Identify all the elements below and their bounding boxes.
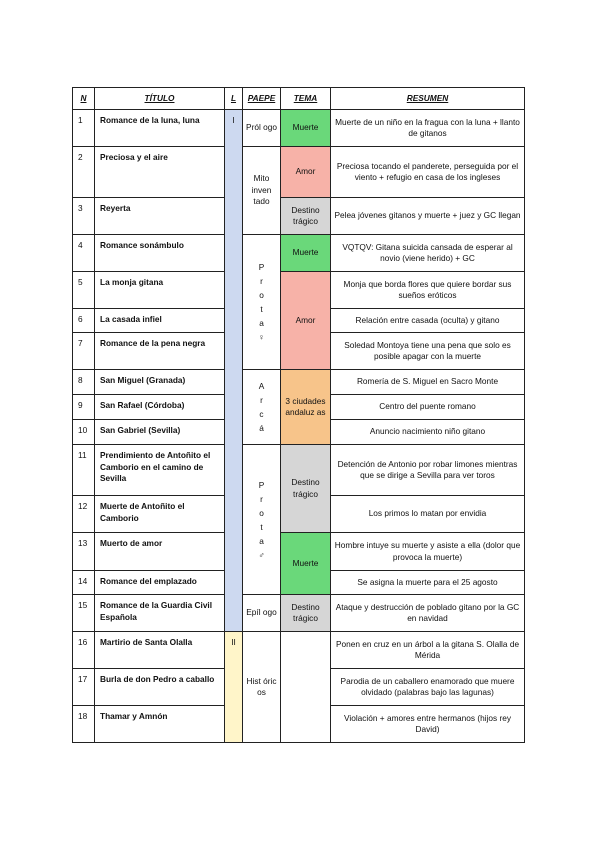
row-number: 2	[73, 147, 95, 198]
row-summary: Se asigna la muerte para el 25 agosto	[331, 571, 525, 595]
row-summary: Anuncio nacimiento niño gitano	[331, 420, 525, 445]
tema-cell: Muerte	[281, 533, 331, 595]
row-number: 13	[73, 533, 95, 571]
row-number: 12	[73, 496, 95, 533]
header-n: N	[73, 88, 95, 110]
row-title: La casada infiel	[95, 309, 225, 333]
paepe-historicos: Hist óric os	[243, 632, 281, 743]
row-summary: VQTQV: Gitana suicida cansada de esperar al novio (viene herido) + GC	[331, 235, 525, 272]
poems-table	[72, 87, 525, 743]
table-row	[73, 370, 525, 395]
row-number: 18	[73, 706, 95, 743]
row-title: Thamar y Amnón	[95, 706, 225, 743]
row-title: Romance de la Guardia Civil Española	[95, 595, 225, 632]
paepe-prota-f	[243, 235, 281, 370]
row-title: Romance de la pena negra	[95, 333, 225, 370]
row-title: Muerte de Antoñito el Camborio	[95, 496, 225, 533]
tema-cell: Destino trágico	[281, 595, 331, 632]
row-number: 8	[73, 370, 95, 395]
tema-cell: Destino trágico	[281, 445, 331, 533]
row-number: 16	[73, 632, 95, 669]
paepe-mito: Mito inven tado	[243, 147, 281, 235]
table-row	[73, 147, 525, 198]
table-row	[73, 533, 525, 571]
row-summary: Pelea jóvenes gitanos y muerte + juez y GC llegan	[331, 198, 525, 235]
row-summary: Ponen en cruz en un árbol a la gitana S. Olalla de Mérida	[331, 632, 525, 669]
tema-cell: Destino trágico	[281, 198, 331, 235]
tema-cell: Muerte	[281, 110, 331, 147]
row-number: 14	[73, 571, 95, 595]
libro-1-cell	[225, 110, 243, 632]
row-number: 1	[73, 110, 95, 147]
tema-cell: Muerte	[281, 235, 331, 272]
row-summary: Muerte de un niño en la fragua con la luna + llanto de gitanos	[331, 110, 525, 147]
paepe-prologo: Pról ogo	[243, 110, 281, 147]
row-summary: Hombre intuye su muerte y asiste a ella (dolor que provoca la muerte)	[331, 533, 525, 571]
header-l: L	[225, 88, 243, 110]
table-row	[73, 445, 525, 496]
paepe-arcangeles-label: A r c á	[258, 381, 265, 433]
row-number: 6	[73, 309, 95, 333]
paepe-prota-m-label: P r o t a ♂	[258, 479, 265, 560]
row-summary: Violación + amores entre hermanos (hijos rey David)	[331, 706, 525, 743]
tema-cell: 3 ciudades andaluz as	[281, 370, 331, 445]
header-row	[73, 88, 525, 110]
paepe-epilogo: Epíl ogo	[243, 595, 281, 632]
table-row	[73, 632, 525, 669]
row-title: Romance sonámbulo	[95, 235, 225, 272]
table-row	[73, 595, 525, 632]
row-summary: Monja que borda flores que quiere bordar sus sueños eróticos	[331, 272, 525, 309]
row-summary: Ataque y destrucción de poblado gitano por la GC en navidad	[331, 595, 525, 632]
row-title: Muerto de amor	[95, 533, 225, 571]
row-number: 9	[73, 395, 95, 420]
row-title: San Miguel (Granada)	[95, 370, 225, 395]
row-title: Reyerta	[95, 198, 225, 235]
libro-2-cell	[225, 632, 243, 743]
table-row	[73, 235, 525, 272]
tema-cell: Amor	[281, 272, 331, 370]
libro-1-label: I	[232, 115, 235, 125]
header-resumen: RESUMEN	[331, 88, 525, 110]
header-tema: TEMA	[281, 88, 331, 110]
row-title: Romance de la luna, luna	[95, 110, 225, 147]
row-number: 17	[73, 669, 95, 706]
row-title: Romance del emplazado	[95, 571, 225, 595]
row-number: 15	[73, 595, 95, 632]
row-summary: Parodia de un caballero enamorado que muere olvidado (palabras bajo las lagunas)	[331, 669, 525, 706]
row-number: 5	[73, 272, 95, 309]
row-summary: Centro del puente romano	[331, 395, 525, 420]
tema-cell: Amor	[281, 147, 331, 198]
paepe-arcangeles	[243, 370, 281, 445]
header-paepe: PAEPE	[243, 88, 281, 110]
row-summary: Relación entre casada (oculta) y gitano	[331, 309, 525, 333]
paepe-prota-m	[243, 445, 281, 595]
row-number: 11	[73, 445, 95, 496]
row-summary: Romería de S. Miguel en Sacro Monte	[331, 370, 525, 395]
row-title: Martirio de Santa Olalla	[95, 632, 225, 669]
row-title: Preciosa y el aire	[95, 147, 225, 198]
row-number: 4	[73, 235, 95, 272]
row-number: 3	[73, 198, 95, 235]
table-row	[73, 110, 525, 147]
row-summary: Preciosa tocando el panderete, perseguida por el viento + refugio en casa de los ingleses	[331, 147, 525, 198]
row-number: 7	[73, 333, 95, 370]
row-summary: Los primos lo matan por envidia	[331, 496, 525, 533]
row-summary: Soledad Montoya tiene una pena que solo es posible apagar con la muerte	[331, 333, 525, 370]
tema-cell-empty	[281, 632, 331, 743]
table-row	[73, 198, 525, 235]
row-title: Burla de don Pedro a caballo	[95, 669, 225, 706]
row-title: Prendimiento de Antoñito el Camborio en el camino de Sevilla	[95, 445, 225, 496]
row-title: San Gabriel (Sevilla)	[95, 420, 225, 445]
paepe-prota-f-label: P r o t a ♀	[258, 262, 265, 342]
libro-2-label: II	[231, 637, 236, 647]
row-summary: Detención de Antonio por robar limones mientras que se dirige a Sevilla para ver toros	[331, 445, 525, 496]
header-titulo: TÍTULO	[95, 88, 225, 110]
row-title: San Rafael (Córdoba)	[95, 395, 225, 420]
table-row	[73, 272, 525, 309]
row-number: 10	[73, 420, 95, 445]
row-title: La monja gitana	[95, 272, 225, 309]
